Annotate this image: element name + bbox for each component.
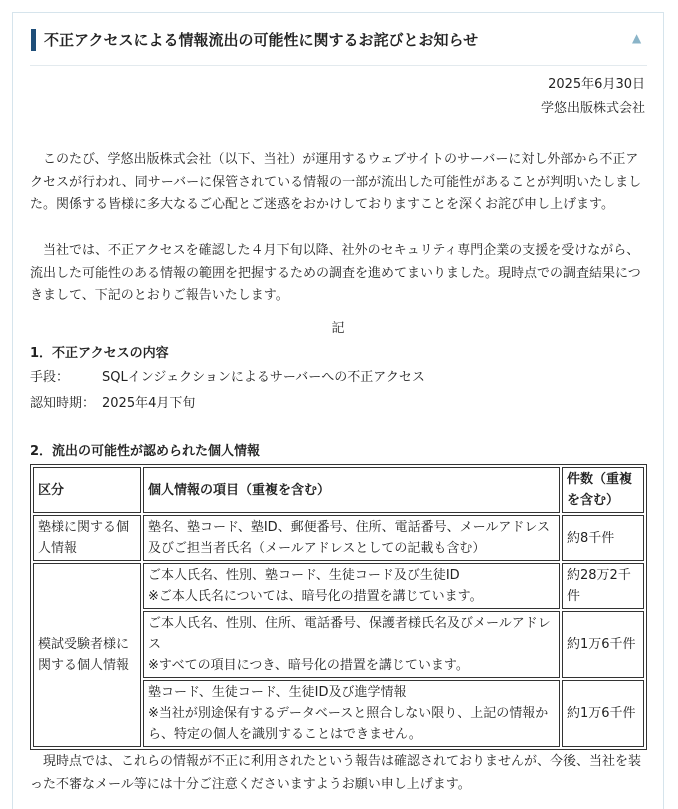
table-row (33, 563, 644, 609)
section1-heading: 1．不正アクセスの内容 (30, 346, 169, 361)
table-header-cell: 区分 (33, 467, 141, 513)
personal-info-table (30, 464, 647, 750)
detected-row (30, 393, 195, 415)
table-header-row (33, 467, 644, 513)
category-cell: 模試受験者様に関する個人情報 (33, 563, 141, 747)
item-line: ご本人氏名、性別、住所、電話番号、保護者様氏名及びメールアドレス (148, 616, 551, 652)
notice-date: 2025年6月30日 (548, 77, 645, 92)
detected-value: 2025年4月下旬 (102, 396, 196, 411)
count-cell: 約8千件 (562, 515, 644, 561)
table-header-cell: 個人情報の項目（重複を含む） (143, 467, 560, 513)
items-cell (143, 563, 560, 609)
item-note: ※すべての項目につき、暗号化の措置を講じています。 (148, 658, 469, 673)
category-cell: 塾様に関する個人情報 (33, 515, 141, 561)
footer-paragraph: 現時点では、これらの情報が不正に利用されたという報告は確認されておりませんが、今後、当社を装った不審なメール等には十分ご注意くださいますようお願い申し上げます。 (30, 754, 642, 792)
table-header-cell: 件数（重複を含む） (562, 467, 644, 513)
investigation-paragraph: 当社では、不正アクセスを確認した４月下旬以降、社外のセキュリティ専門企業の支援を受けながら、流出した可能性のある情報の範囲を把握するための調査を進めてまいりました。現時点での調査結果につきまして、下記のとおりご報告いたします。 (30, 243, 641, 304)
count-cell: 約28万2千件 (562, 563, 644, 609)
title-accent-bar (31, 29, 36, 51)
detected-label: 認知時期： (30, 396, 96, 411)
method-row (30, 367, 425, 389)
item-note: ※ご本人氏名については、暗号化の措置を講じています。 (148, 589, 483, 604)
ki-marker: 記 (331, 321, 345, 336)
count-cell: 約1万6千件 (562, 611, 644, 678)
items-cell (143, 611, 560, 678)
items-cell (143, 515, 560, 561)
notice-title: 不正アクセスによる情報流出の可能性に関するお詫びとお知らせ (44, 31, 479, 49)
method-value: SQLインジェクションによるサーバーへの不正アクセス (102, 370, 425, 385)
table-row (33, 515, 644, 561)
item-note: ※当社が別途保有するデータベースと照合しない限り、上記の情報から、特定の個人を識別することはできません。 (148, 706, 549, 742)
company-name: 学悠出版株式会社 (540, 101, 645, 116)
method-label: 手段： (30, 370, 70, 385)
item-line: 塾コード、生徒コード、生徒ID及び進学情報 (148, 685, 407, 700)
item-line: ご本人氏名、性別、塾コード、生徒コード及び生徒ID (148, 568, 460, 583)
notice-header[interactable] (13, 13, 663, 65)
header-divider (30, 65, 647, 66)
items-cell (143, 680, 560, 747)
notice-panel (12, 12, 664, 809)
chevron-up-icon[interactable]: ▲ (632, 31, 642, 45)
item-line: 塾名、塾コード、塾ID、郵便番号、住所、電話番号、メールアドレス及びご担当者氏名（メールアドレスとしての記載も含む） (148, 520, 551, 556)
intro-paragraph: このたび、学悠出版株式会社（以下、当社）が運用するウェブサイトのサーバーに対し外部から不正アクセスが行われ、同サーバーに保管されている情報の一部が流出した可能性があることが判明いたしました。関係する皆様に多大なるご心配とご迷惑をおかけしておりますことを深くお詫び申し上げます。 (30, 152, 642, 213)
count-cell: 約1万6千件 (562, 680, 644, 747)
section2-heading: 2．流出の可能性が認められた個人情報 (30, 444, 261, 459)
